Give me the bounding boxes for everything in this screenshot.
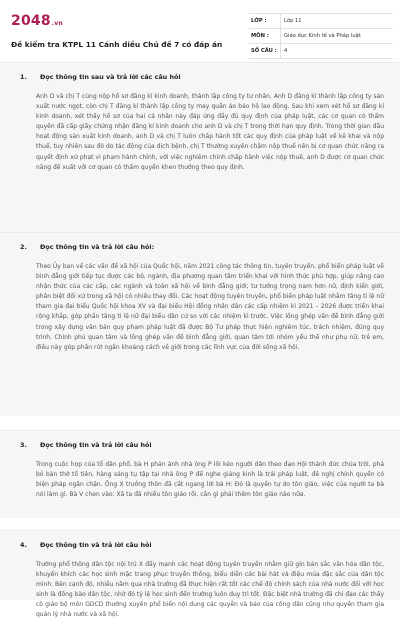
- question-body: Theo Ủy ban về các vấn đề xã hội của Quốc hội, năm 2021 công tác thông tin, tuyên truyền, phổ biến pháp luật về bình đẳng giới tiếp tục được các bộ, ngành, địa phương quan tâm triển khai với hình thức phù hợp, giúp nâng cao nhận thức của các cấp, các ngành và toàn xã hội về bình đẳng giới; tư tưởng trọng nam hơn nữ, định kiến giới, phân biệt đối xử trong xã hội có nhiều thay đổi. Các hoạt động tuyên truyền, phổ biến pháp luật nhằm tăng tỉ lệ nữ tham gia đại biểu Quốc hội khoa XV và đại biểu Hội đồng nhân dân các cấp nhiệm kì 2021 – 2026 được triển khai rộng khắp, góp phần tăng tỉ lệ nữ đại biểu dân cử so với các nhiệm kì trước. Việc lồng ghép vấn đề bình đẳng giới trong xây dựng văn bản quy phạm pháp luật đã được Bộ Tư pháp thực hiện nghiêm túc, trách nhiệm, đúng quy trình. Chính phủ quan tâm và lồng ghép vấn đề bình đẳng giới, quan tâm tới nhóm yếu thế như phụ nữ, trẻ em, điều này góp phần rút ngắn khoảng cách về giới trong các lĩnh vực của đời sống xã hội.: [36, 263, 384, 351]
- info-key: MÔN :: [251, 33, 269, 39]
- question-body: Trong cuộc họp của tổ dân phố, bà H phản ánh nhà ông P lôi kéo người dân theo đạo Hội thánh đức chúa trời, phá bỏ bàn thờ tổ tiên, hàng sáng tụ tập tại nhà ông P để nghe giảng kinh là trái pháp luật, đề nghị chính quyền có biện pháp ngăn chặn. Ông X trưởng thôn đã cắt ngang lời bà H: Đó là quyền tự do tôn giáo, việc của người ta bà nói làm gì. Bà V chen vào: Xã ta đã nhiều tôn giáo rồi, cần gì phải thêm tôn giáo nào nữa.: [36, 461, 384, 499]
- question-title: 1. Đọc thông tin sau và trả lời các câu hỏi: [20, 73, 181, 81]
- question-section-1: [0, 62, 400, 232]
- question-title: 3. Đọc thông tin và trả lời câu hỏi: [20, 441, 152, 449]
- info-table: [249, 13, 393, 59]
- question-section-2: [0, 232, 400, 416]
- document-title: Đề kiểm tra KTPL 11 Cánh diều Chủ đề 7 có đáp án: [11, 40, 223, 49]
- document-header: [0, 0, 400, 62]
- question-title: 4. Đọc thông tin và trả lời câu hỏi: [20, 541, 152, 549]
- info-value: 4: [280, 44, 393, 58]
- question-body: Trường phổ thông dân tộc nội trú X đẩy mạnh các hoạt động tuyên truyền nhằm giữ gìn bản sắc văn hóa dân tộc, khuyến khích các học sinh mặc trang phục truyền thống, biểu diễn các bài hát và điệu múa đặc sắc của dân tộc mình. Bên cạnh đó, nhiều năm qua nhà trường đã thực hiện rất tốt các chế độ chính sách của nhà nước đối với học sinh là đồng bào dân tộc, nhờ đó tỷ lệ học sinh đến trường luôn duy trì tốt. Đặc biệt nhà trường đã chỉ đạo các thầy cô giáo bộ môn GDCD thường xuyên phổ biến nội dung các quyền và bảo của công dân cũng như quyền tham gia quản lý nhà nước và xã hội.: [36, 561, 384, 619]
- info-value: Lớp 11: [280, 14, 393, 28]
- question-title: 2. Đọc thông tin và trả lời câu hỏi:: [20, 243, 155, 251]
- info-row-class: [249, 14, 393, 29]
- question-body: Anh D và chị T cùng nộp hồ sơ đăng kí kinh doanh, thành lập công ty tư nhân. Anh D đăng kí thành lập công ty sản xuất nước ngọt, còn chị T đăng kí thành lập công ty may quần áo bảo hộ lao động. Sau khi xem xét hồ sơ đăng kí kinh doanh, xét thấy hồ sơ của hai cá nhân này đáp ứng đầy đủ quy định của pháp luật, các cơ quan có thẩm quyền đã cấp giấy chứng nhận đăng kí kinh doanh cho anh D và chị T trong thời hạn quy định. Trong thời gian đầu hoạt động sản xuất kinh doanh, anh D và chị T luôn chấp hành tốt các quy định của pháp luật về kê khai và nộp thuế, tuy nhiên sau đó do tác động của dịch bệnh, chị T thường xuyên chậm nộp thuế nên bị cơ quan chức năng ra quyết định xử phạt vi phạm hành chính, với việc nghiêm chỉnh chấp hành việc nộp thuế, anh D được cơ quan chức năng đề xuất với cơ quan có thẩm quyền khen thưởng theo quy định.: [36, 93, 384, 171]
- info-row-question-count: [249, 44, 393, 59]
- question-section-3: [0, 430, 400, 518]
- info-value: Giáo dục Kinh tế và Pháp luật: [280, 29, 393, 43]
- site-logo[interactable]: 2048.vn: [11, 13, 63, 29]
- info-key: SỐ CÂU :: [251, 48, 277, 54]
- info-key: LỚP :: [251, 18, 267, 24]
- question-section-4: [0, 530, 400, 619]
- info-row-subject: [249, 29, 393, 44]
